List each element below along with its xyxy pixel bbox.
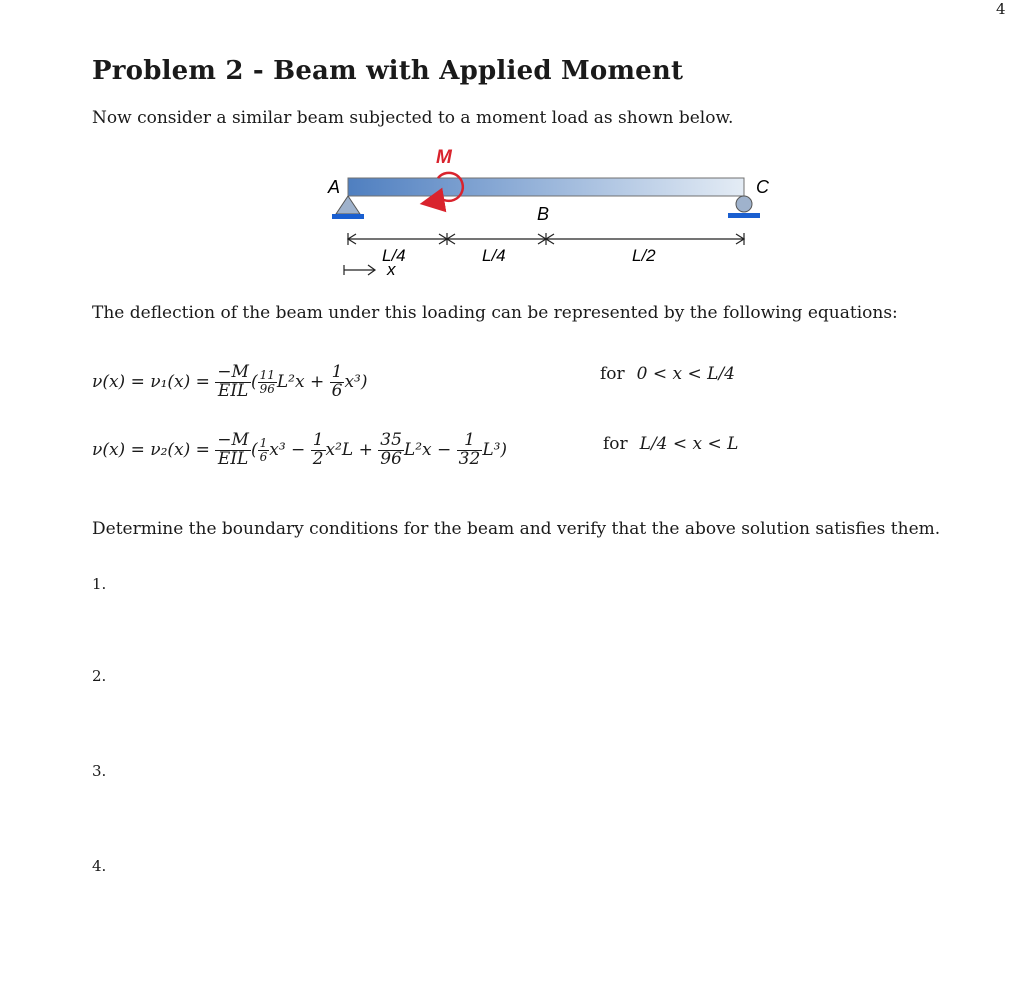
x-axis-arrow-icon — [344, 265, 375, 275]
eq2-term-4: $\frac{1}{32}$ — [458, 430, 481, 469]
moment-label: M — [436, 147, 452, 168]
label-b: B — [537, 204, 550, 224]
answer-item-4: 4. — [92, 857, 107, 875]
eq2-coefficient: $\frac{-M}{\text{EIL}}$ — [217, 430, 249, 469]
roller-support-c — [728, 196, 760, 218]
instructions: Determine the boundary conditions for the beam and verify that the above solution satisfies them. — [92, 519, 941, 539]
deflection-description: The deflection of the beam under this loading can be represented by the following equations: — [92, 303, 898, 323]
eq1-term-1: $\frac{11}{96}$ — [259, 368, 275, 396]
eq1-lhs: ν(x) = ν₁(x) = — [92, 371, 210, 392]
eq2-term-1: $\frac{1}{6}$ — [259, 436, 268, 464]
eq2-lhs: ν(x) = ν₂(x) = — [92, 439, 210, 460]
answer-item-1: 1. — [92, 575, 107, 593]
beam — [348, 178, 744, 196]
eq1-coefficient: $\frac{-M}{\text{EIL}}$ — [217, 362, 249, 401]
problem-title: Problem 2 - Beam with Applied Moment — [92, 56, 684, 86]
label-c: C — [756, 177, 769, 197]
dimension-label-3: L/2 — [632, 246, 656, 265]
x-axis-label: x — [387, 260, 396, 279]
pin-support-a — [332, 196, 364, 219]
answer-item-3: 3. — [92, 762, 107, 780]
problem-intro: Now consider a similar beam subjected to a moment load as shown below. — [92, 108, 734, 128]
eq1-term-2: $\frac{1}{6}$ — [331, 362, 343, 401]
eq1-condition: for 0 < x < L/4 — [600, 364, 735, 384]
label-a: A — [328, 177, 341, 197]
answer-item-2: 2. — [92, 667, 107, 685]
dimension-label-2: L/4 — [482, 246, 506, 265]
beam-diagram — [300, 138, 780, 288]
eq2-term-3: $\frac{35}{96}$ — [380, 430, 402, 469]
eq2-term-2: $\frac{1}{2}$ — [312, 430, 324, 469]
page-number: 4 — [996, 0, 1006, 18]
eq2-condition: for L/4 < x < L — [603, 434, 739, 454]
dimension-line — [348, 233, 744, 245]
dimension-label-1: L/4 — [382, 246, 406, 265]
